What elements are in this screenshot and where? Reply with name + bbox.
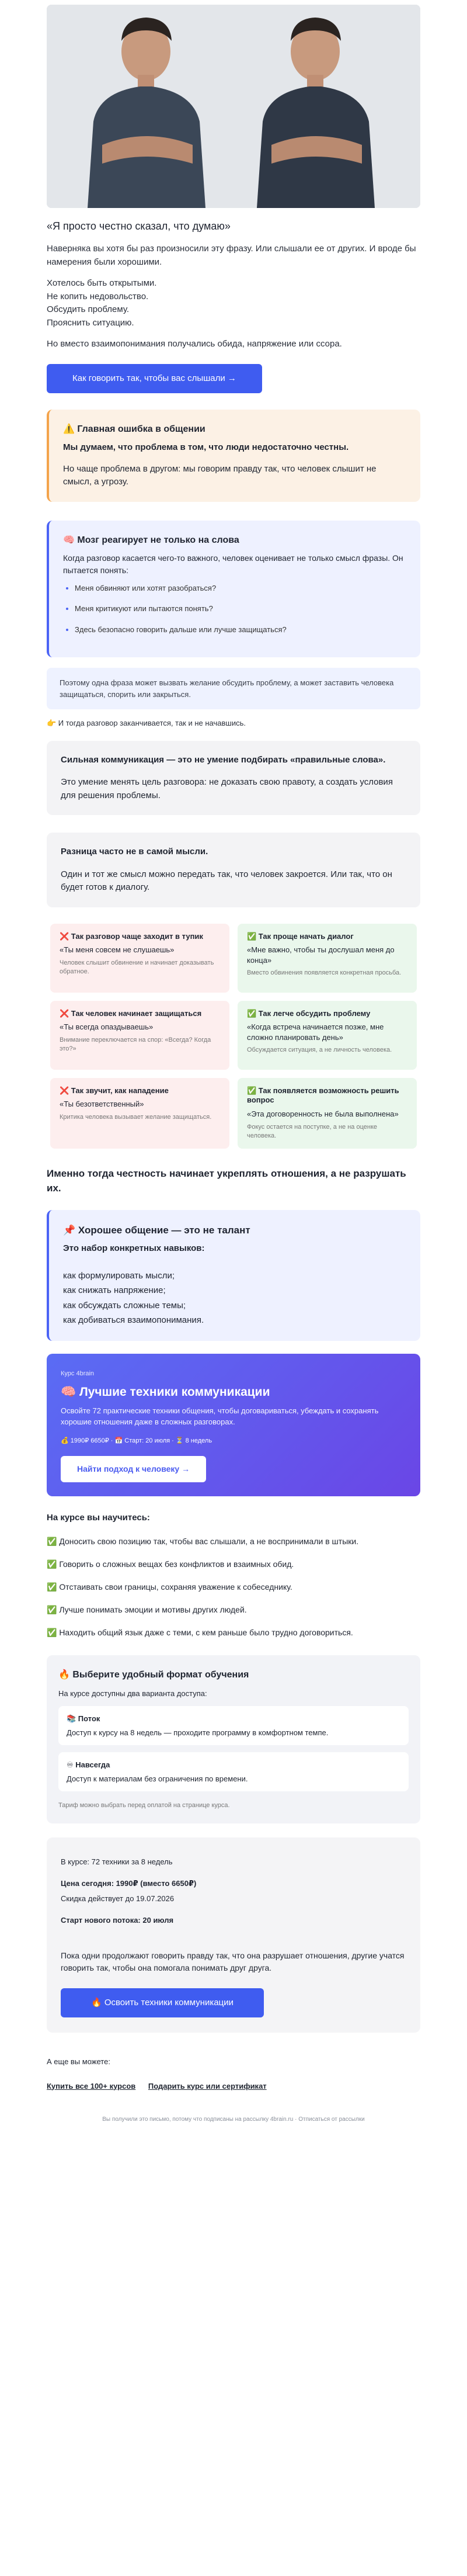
talent-line: как снижать напряжение; — [63, 1285, 166, 1296]
intro-paragraph-2: Но вместо взаимопонимания получались обида, напряжение или ссора. — [47, 339, 342, 349]
strong-bold: Сильная коммуникация — это не умение подбирать «правильные слова». — [61, 754, 386, 765]
intro-quote: «Я просто честно сказал, что думаю» — [47, 220, 231, 232]
intro-line: Не копить недовольство. — [47, 291, 149, 301]
format-option-stream[interactable] — [58, 1706, 409, 1745]
intro-list — [47, 277, 420, 330]
learn-section — [47, 1511, 420, 1639]
format-title: 🔥 Выберите удобный формат обучения — [58, 1669, 249, 1680]
brain-list — [75, 583, 406, 636]
diff-bold: Разница часто не в самой мысли. — [61, 847, 208, 857]
mistake-title: ⚠️ Главная ошибка в общении — [63, 424, 205, 434]
intro-paragraph: Наверняка вы хотя бы раз произносили эту фразу. Или слышали ее от других. И вроде бы намерения были хорошими. — [47, 244, 416, 267]
compare-quote: «Ты безответственный» — [60, 1100, 144, 1109]
learn-item: ✅ Отстаивать свои границы, сохраняя уважение к собеседнику. — [47, 1582, 292, 1592]
compare-quote: «Ты меня совсем не слушаешь» — [60, 945, 175, 955]
intro-cta-button[interactable]: Как говорить так, чтобы вас слышали → — [47, 364, 262, 394]
intro-line: Обсудить проблему. — [47, 304, 130, 314]
footer-text: Вы получили это письмо, потому что подписаны на рассылку 4brain.ru · Отписаться от рассылки — [102, 2116, 365, 2123]
compare-title: ✅ Так проще начать диалог — [247, 931, 354, 941]
option-text: Доступ к материалам без ограничения по времени. — [67, 1774, 248, 1783]
talent-lines — [63, 1268, 406, 1328]
diff-card — [47, 833, 420, 907]
brain-title: 🧠 Мозг реагирует не только на слова — [63, 535, 239, 545]
hero-image — [47, 5, 420, 208]
compare-title: ❌ Так звучит, как нападение — [60, 1086, 169, 1095]
price-text: Пока одни продолжают говорить правду так, что она разрушает отношения, другие учатся говорить так, чтобы она помогала понимать друг друга. — [61, 1950, 405, 1972]
course-meta: 💰 1990₽ 6650₽ · 📅 Старт: 20 июля · ⏳ 8 недель — [61, 1437, 212, 1444]
compare-title: ❌ Так разговор чаще заходит в тупик — [60, 931, 203, 941]
compare-card-good — [238, 1001, 417, 1070]
talent-line: как добиваться взаимопонимания. — [63, 1315, 204, 1326]
format-footnote: Тариф можно выбрать перед оплатой на странице курса. — [58, 1802, 230, 1809]
two-men-illustration — [47, 5, 420, 208]
price-card — [47, 1837, 420, 2033]
compare-sub: Критика человека вызывает желание защищаться. — [60, 1113, 212, 1121]
talent-bold: Это набор конкретных навыков: — [63, 1243, 205, 1254]
more-links — [47, 2081, 420, 2092]
learn-item: ✅ Лучше понимать эмоции и мотивы других людей. — [47, 1604, 247, 1614]
strong-text: Это умение менять цель разговора: не доказать свою правоту, а создать условия для решения проблемы. — [61, 777, 393, 800]
compare-title: ✅ Так появляется возможность решить вопрос — [247, 1086, 399, 1105]
compare-grid — [47, 924, 420, 1149]
learn-title: На курсе вы научитесь: — [47, 1513, 150, 1523]
compare-sub: Внимание переключается на спор: «Всегда? Когда это?» — [60, 1036, 211, 1052]
compare-quote: «Когда встреча начинается позже, мне сложно планировать день» — [247, 1022, 384, 1042]
compare-title: ✅ Так легче обсудить проблему — [247, 1008, 371, 1018]
compare-sub: Фокус остается на поступке, а не на оценке человека. — [247, 1123, 377, 1139]
option-name: 📚 Поток — [67, 1714, 100, 1724]
compare-sub: Обсуждается ситуация, а не личность человека. — [247, 1046, 392, 1054]
list-item: • Меня критикуют или пытаются понять? — [75, 603, 406, 615]
compare-card-bad — [50, 1001, 229, 1070]
course-cta-button[interactable]: Найти подход к человеку → — [61, 1456, 206, 1482]
buy-all-link[interactable]: Купить все 100+ курсов — [47, 2081, 136, 2090]
compare-card-good — [238, 1078, 417, 1149]
learn-item: ✅ Доносить свою позицию так, чтобы вас слышали, а не воспринимали в штыки. — [47, 1536, 359, 1546]
option-text: Доступ к курсу на 8 недель — проходите программу в комфортном темпе. — [67, 1728, 329, 1737]
format-subtitle: На курсе доступны два варианта доступа: — [58, 1689, 207, 1698]
compare-title: ❌ Так человек начинает защищаться — [60, 1008, 202, 1018]
strong-card — [47, 741, 420, 816]
learn-item: ✅ Находить общий язык даже с теми, с кем раньше было трудно договориться. — [47, 1627, 353, 1637]
talent-title: 📌 Хорошее общение — это не талант — [63, 1224, 250, 1236]
compare-quote: «Мне важно, чтобы ты дослушал меня до конца» — [247, 945, 395, 965]
compare-quote: «Ты всегда опаздываешь» — [60, 1022, 154, 1032]
compare-card-bad — [50, 924, 229, 993]
mistake-text: Но чаще проблема в другом: мы говорим правду так, что человек слышит не смысл, а угрозу. — [63, 463, 377, 487]
learn-item: ✅ Говорить о сложных вещах без конфликтов и взаимных обид. — [47, 1559, 294, 1569]
format-card — [47, 1655, 420, 1823]
honesty-heading: Именно тогда честность начинает укреплять отношения, а не разрушать их. — [47, 1167, 406, 1194]
compare-sub: Вместо обвинения появляется конкретная просьба. — [247, 969, 402, 977]
more-title: А еще вы можете: — [47, 2057, 110, 2067]
mistake-bold: Мы думаем, что проблема в том, что люди недостаточно честны. — [63, 442, 349, 452]
talent-line: как формулировать мысли; — [63, 1270, 175, 1281]
mistake-card — [47, 410, 420, 502]
format-option-forever[interactable] — [58, 1752, 409, 1791]
intro-line: Прояснить ситуацию. — [47, 317, 134, 328]
course-card — [47, 1354, 420, 1497]
course-label: Курс 4brain — [61, 1370, 95, 1377]
diff-text: Один и тот же смысл можно передать так, что человек закроется. Или так, что он будет готов к диалогу. — [61, 869, 392, 892]
option-name: ♾ Навсегда — [67, 1760, 110, 1770]
price-cta-button[interactable]: 🔥 Освоить техники коммуникации — [61, 1988, 264, 2018]
brain-card — [47, 521, 420, 658]
compare-card-bad — [50, 1078, 229, 1149]
ends-line: 👉 И тогда разговор заканчивается, так и не начавшись. — [47, 719, 246, 727]
intro-line: Хотелось быть открытыми. — [47, 278, 157, 288]
compare-card-good — [238, 924, 417, 993]
course-title: 🧠 Лучшие техники коммуникации — [61, 1385, 270, 1399]
list-item: • Меня обвиняют или хотят разобраться? — [75, 583, 406, 594]
talent-card — [47, 1210, 420, 1341]
note-box: Поэтому одна фраза может вызвать желание обсудить проблему, а может заставить человека защищаться, спорить или закрыться. — [47, 668, 420, 709]
price-line: Старт нового потока: 20 июля — [61, 1916, 174, 1925]
compare-quote: «Эта договоренность не была выполнена» — [247, 1110, 399, 1119]
talent-line: как обсуждать сложные темы; — [63, 1300, 186, 1310]
list-item: • Здесь безопасно говорить дальше или лучше защищаться? — [75, 624, 406, 636]
price-line: Цена сегодня: 1990₽ (вместо 6650₽) — [61, 1879, 197, 1888]
course-description: Освойте 72 практические техники общения, чтобы договариваться, убеждать и сохранять хорошие отношения даже в сложных разговорах. — [61, 1406, 379, 1427]
gift-link[interactable]: Подарить курс или сертификат — [148, 2081, 267, 2090]
compare-sub: Человек слышит обвинение и начинает доказывать обратное. — [60, 959, 214, 975]
price-line: Скидка действует до 19.07.2026 — [61, 1894, 175, 1903]
price-line: В курсе: 72 техники за 8 недель — [61, 1857, 173, 1866]
brain-text: Когда разговор касается чего-то важного, человек оценивает не только смысл фразы. Он пытается понять: — [63, 553, 403, 575]
